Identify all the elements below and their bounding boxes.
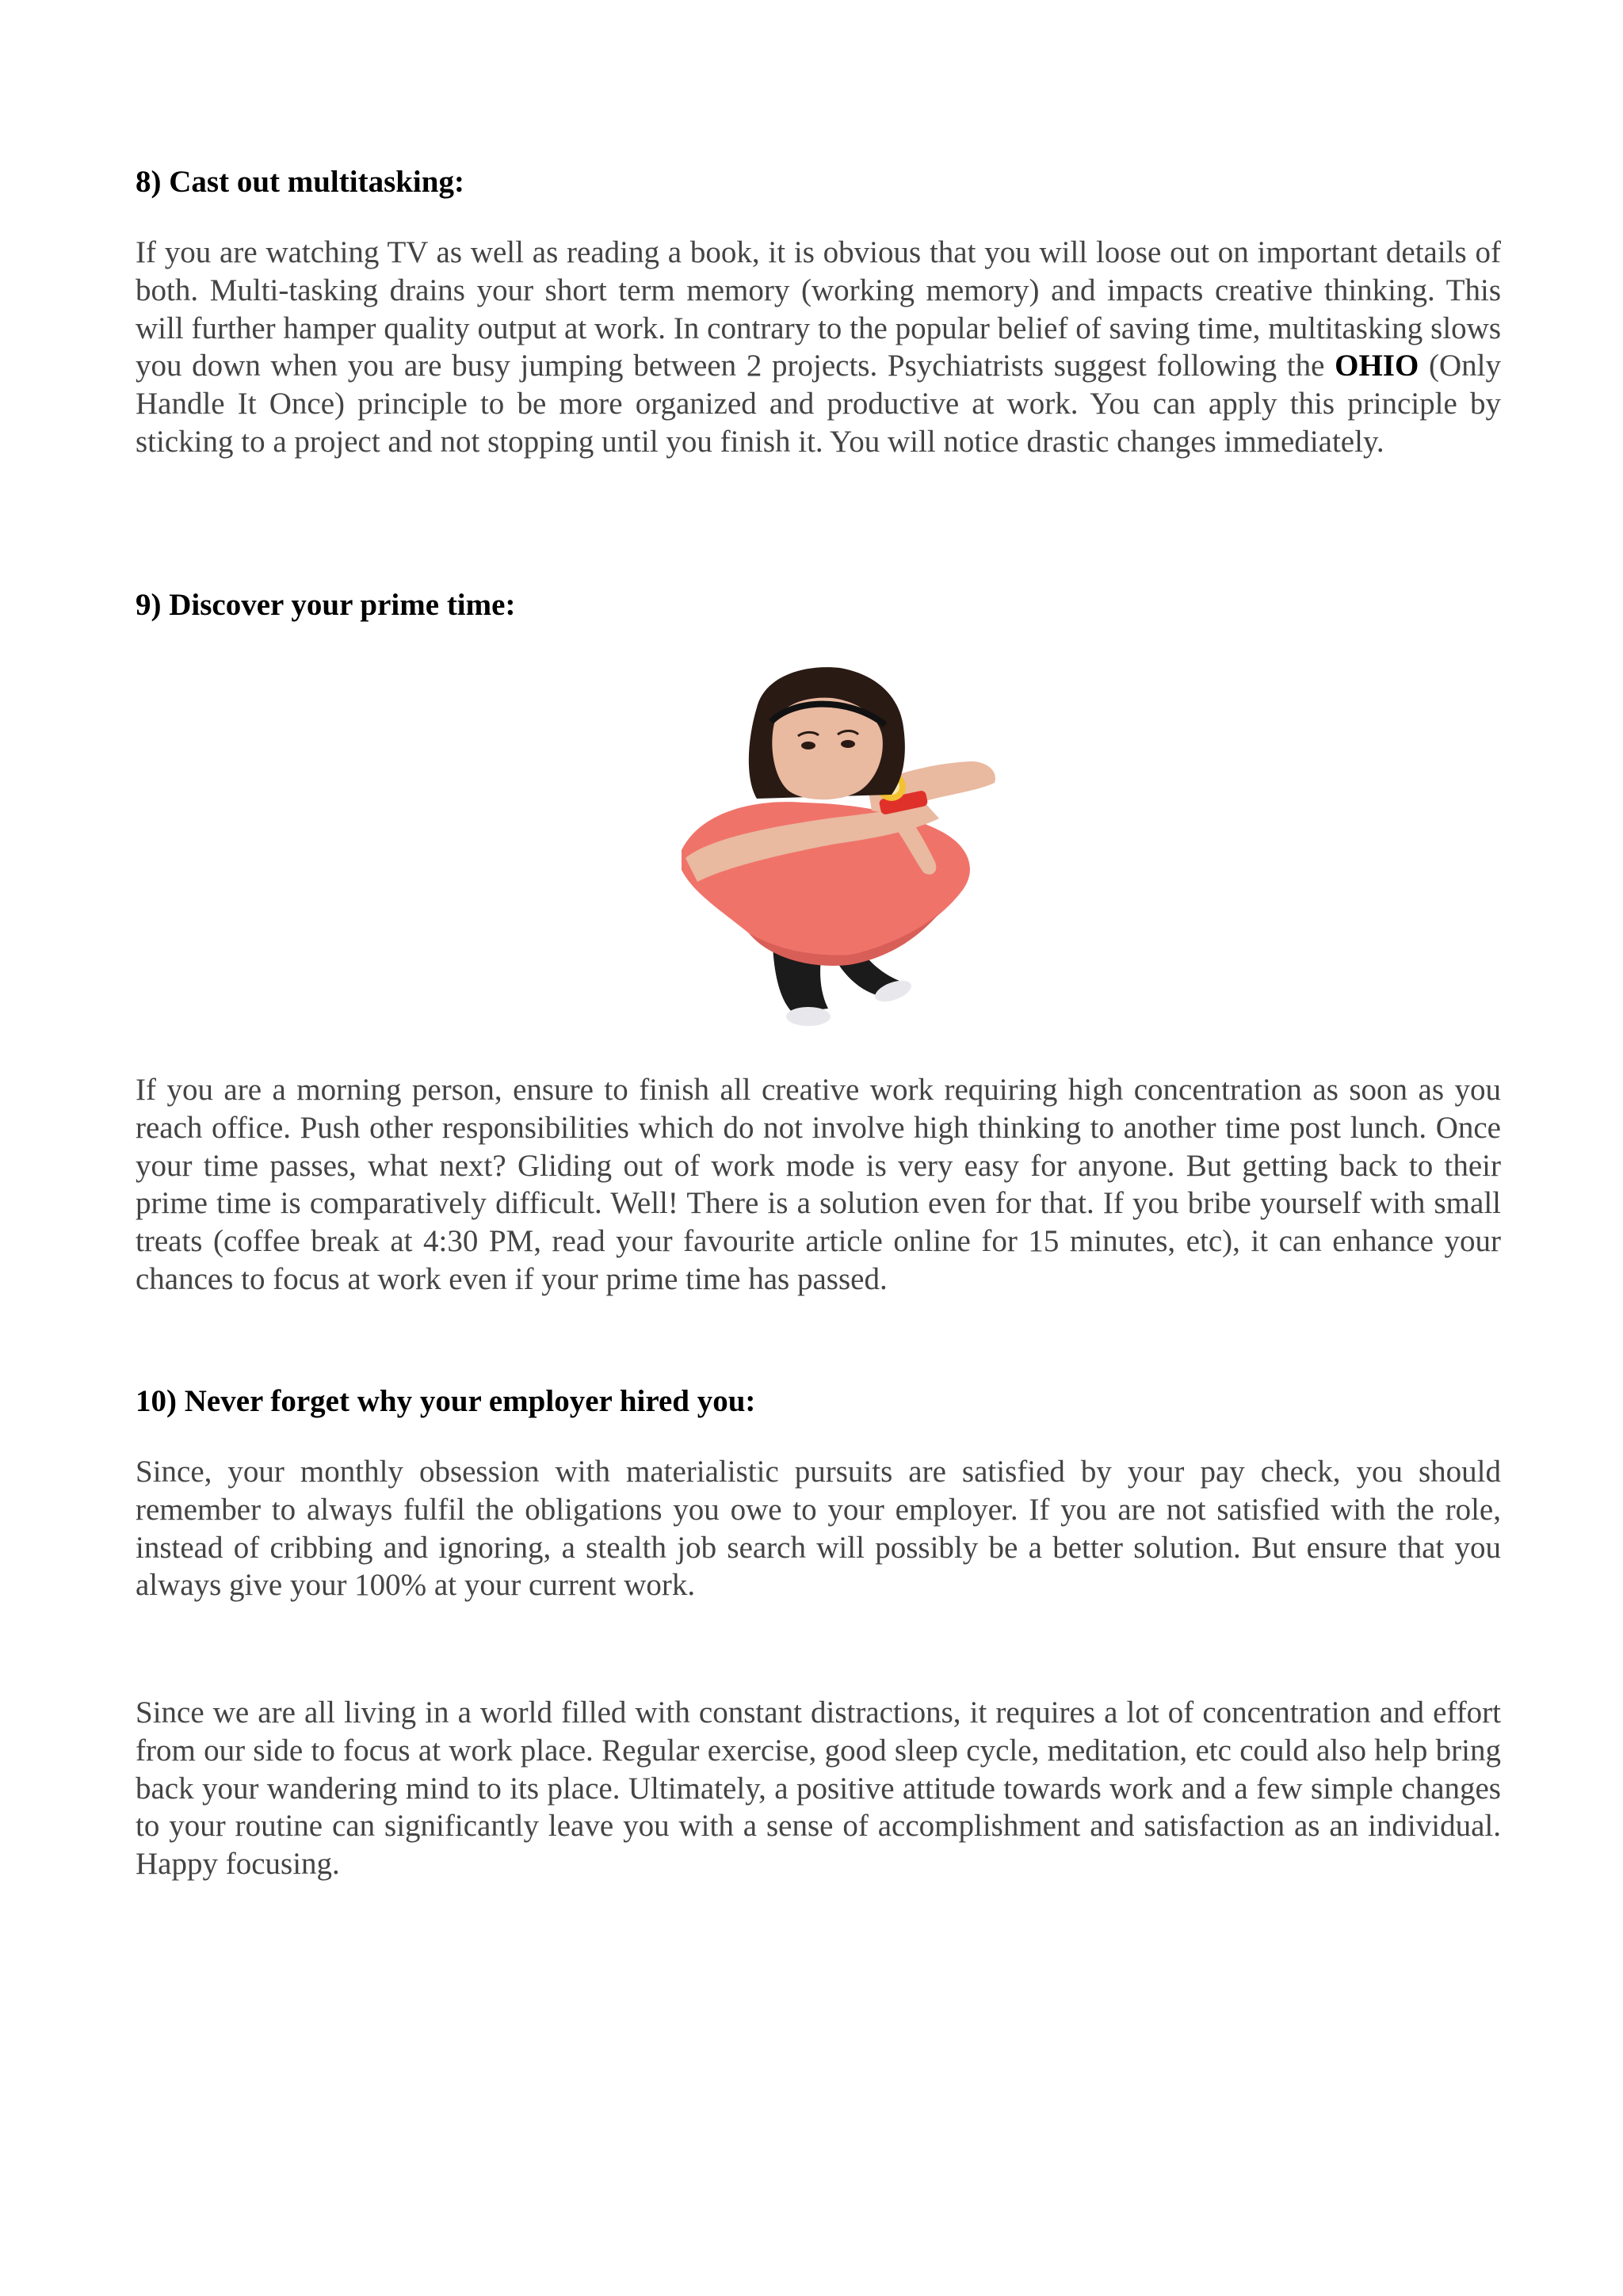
section-8-text-start: If you are watching TV as well as reading a book, it is obvious that you will loose out on important details of both. Multi-tasking drains your short term memory (working memory) and impacts creative thinking. This will further hamper quality output at work. In contrary to the popular belief of saving time, multitasking slows you down when you are busy jumping between 2 projects. Psychiatrists suggest following the xyxy=(136,235,1501,383)
conclusion-paragraph: Since we are all living in a world filled with constant distractions, it requires a lot of concentration and effort from our side to focus at work place. Regular exercise, good sleep cycle, meditation, etc could also help bring back your wandering mind to its place. Ultimately, a positive attitude towards work and a few simple changes to your routine can significantly leave you with a sense of accomplishment and satisfaction as an individual. Happy focusing. xyxy=(136,1695,1501,1882)
section-8-paragraph xyxy=(136,234,1501,461)
ohio-bold-term: OHIO xyxy=(1335,349,1419,383)
section-8-text-end: (Only Handle It Once) principle to be more organized and productive at work. You can apply this principle by sticking to a project and not stopping until you finish it. You will notice drastic changes immediately. xyxy=(136,349,1501,459)
section-10-paragraph: Since, your monthly obsession with materialistic pursuits are satisfied by your pay check, you should remember to always fulfil the obligations you owe to your employer. If you are not satisfied with the role, instead of cribbing and ignoring, a stealth job search will possibly be a better solution. But ensure that you always give your 100% at your current work. xyxy=(136,1455,1501,1603)
section-8-heading: 8) Cast out multitasking: xyxy=(136,165,464,199)
woman-checking-wristwatch-photo xyxy=(567,660,1074,1029)
section-10-heading: 10) Never forget why your employer hired you: xyxy=(136,1384,756,1418)
section-9-heading: 9) Discover your prime time: xyxy=(136,588,516,622)
section-9-paragraph: If you are a morning person, ensure to finish all creative work requiring high concentration as soon as you reach office. Push other responsibilities which do not involve high thinking to another time post lunch. Once your time passes, what next? Gliding out of work mode is very easy for anyone. But getting back to their prime time is comparatively difficult. Well! There is a solution even for that. If you bribe yourself with small treats (coffee break at 4:30 PM, read your favourite article online for 15 minutes, etc), it can enhance your chances to focus at work even if your prime time has passed. xyxy=(136,1073,1501,1296)
